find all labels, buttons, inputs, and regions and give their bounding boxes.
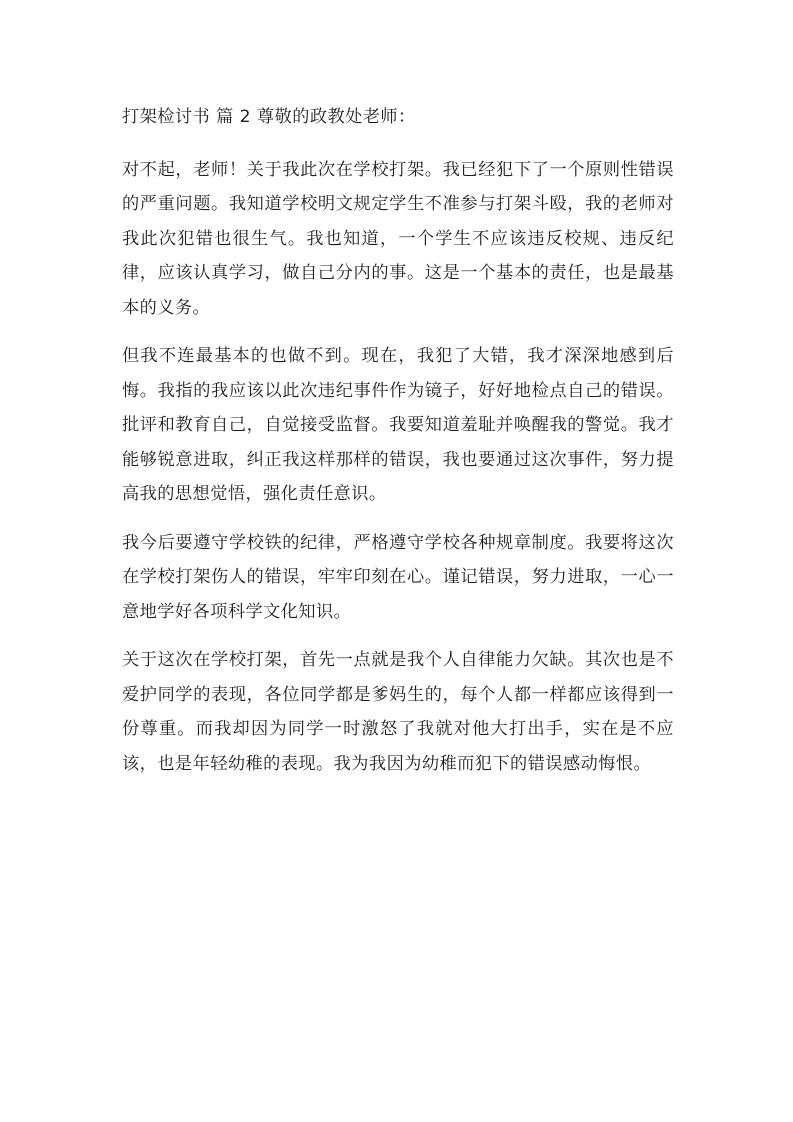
paragraph-1: 对不起，老师！关于我此次在学校打架。我已经犯下了一个原则性错误的严重问题。我知道学校明文规定学生不准参与打架斗殴，我的老师对我此次犯错也很生气。我也知道，一个学生不应该违反校规、违反纪律，应该认真学习，做自己分内的事。这是一个基本的责任，也是最基本的义务。 bbox=[122, 159, 674, 318]
paragraph-4: 关于这次在学校打架，首先一点就是我个人自律能力欠缺。其次也是不爱护同学的表现，各位同学都是爹妈生的，每个人都一样都应该得到一份尊重。而我却因为同学一时激怒了我就对他大打出手，实在是不应该，也是年轻幼稚的表现。我为我因为幼稚而犯下的错误感动悔恨。 bbox=[122, 650, 674, 774]
document-body bbox=[122, 100, 674, 795]
paragraph-3: 我今后要遵守学校铁的纪律，严格遵守学校各种规章制度。我要将这次在学校打架伤人的错误，牢牢印刻在心。谨记错误，努力进取，一心一意地学好各项科学文化知识。 bbox=[122, 532, 674, 622]
paragraph-2: 但我不连最基本的也做不到。现在，我犯了大错，我才深深地感到后悔。我指的我应该以此次违纪事件作为镜子，好好地检点自己的错误。批评和教育自己，自觉接受监督。我要知道羞耻并唤醒我的警觉。我才能够锐意进取，纠正我这样那样的错误，我也要通过这次事件，努力提高我的思想觉悟，强化责任意识。 bbox=[122, 346, 674, 504]
document-heading: 打架检讨书 篇 2 尊敬的政教处老师： bbox=[122, 107, 416, 127]
